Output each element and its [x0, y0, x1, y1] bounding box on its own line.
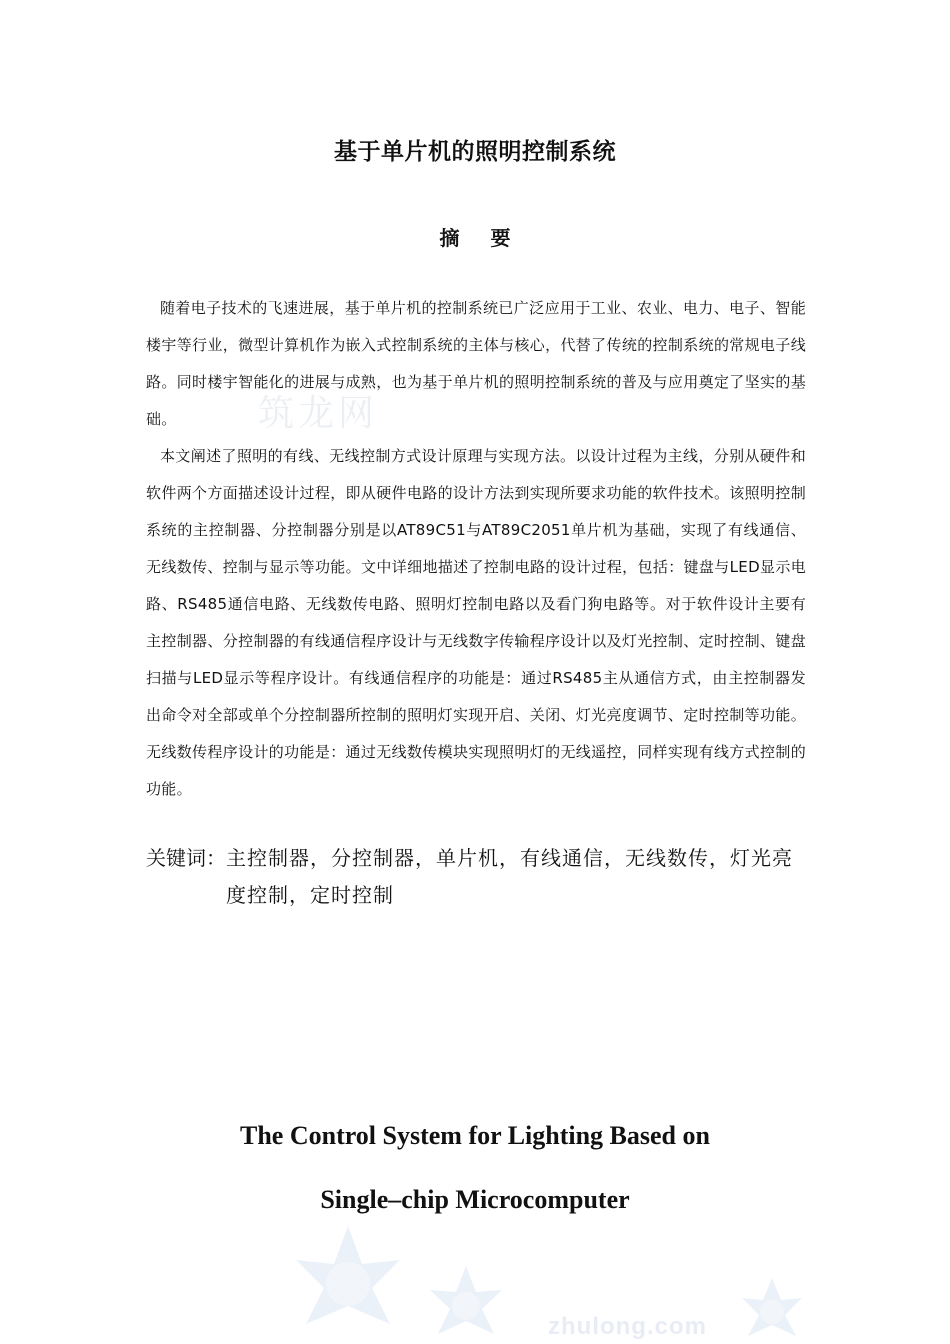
watermark-text: 筑龙网 [258, 393, 379, 434]
english-title-line-2: Single–chip Microcomputer [320, 1185, 630, 1214]
chinese-title: 基于单片机的照明控制系统 [334, 139, 616, 165]
abstract-heading: 摘 要 [439, 226, 523, 250]
abstract-body [146, 290, 806, 808]
abstract-paragraph-1: 随着电子技术的飞速进展，基于单片机的控制系统已广泛应用于工业、农业、电力、电子、智能楼宇等行业，微型计算机作为嵌入式控制系统的主体与核心，代替了传统的控制系统的常规电子线路。同时楼宇智能化的进展与成熟，也为基于单片机的照明控制系统的普及与应用奠定了坚实的基础。 [146, 299, 806, 428]
abstract-paragraph-2: 本文阐述了照明的有线、无线控制方式设计原理与实现方法。以设计过程为主线，分别从硬件和软件两个方面描述设计过程，即从硬件电路的设计方法到实现所要求功能的软件技术。该照明控制系统的主控制器、分控制器分别是以AT89C51与AT89C2051单片机为基础，实现了有线通信、无线数传、控制与显示等功能。文中详细地描述了控制电路的设计过程，包括：键盘与LED显示电路、RS485通信电路、无线数传电路、照明灯控制电路以及看门狗电路等。对于软件设计主要有主控制器、分控制器的有线通信程序设计与无线数字传输程序设计以及灯光控制、定时控制、键盘扫描与LED显示等程序设计。有线通信程序的功能是：通过RS485主从通信方式，由主控制器发出命令对全部或单个分控制器所控制的照明灯实现开启、关闭、灯光亮度调节、定时控制等功能。无线数传程序设计的功能是：通过无线数传模块实现照明灯的无线遥控，同样实现有线方式控制的功能。 [146, 447, 806, 798]
watermark-site-text: zhulong.com [548, 1313, 707, 1340]
keywords-label: 关键词： [146, 846, 226, 870]
keywords-block [146, 840, 806, 914]
english-title-line-1: The Control System for Lighting Based on [240, 1121, 710, 1150]
keywords-text: 主控制器，分控制器，单片机，有线通信，无线数传，灯光亮度控制，定时控制 [226, 846, 793, 907]
english-title [0, 1104, 950, 1232]
